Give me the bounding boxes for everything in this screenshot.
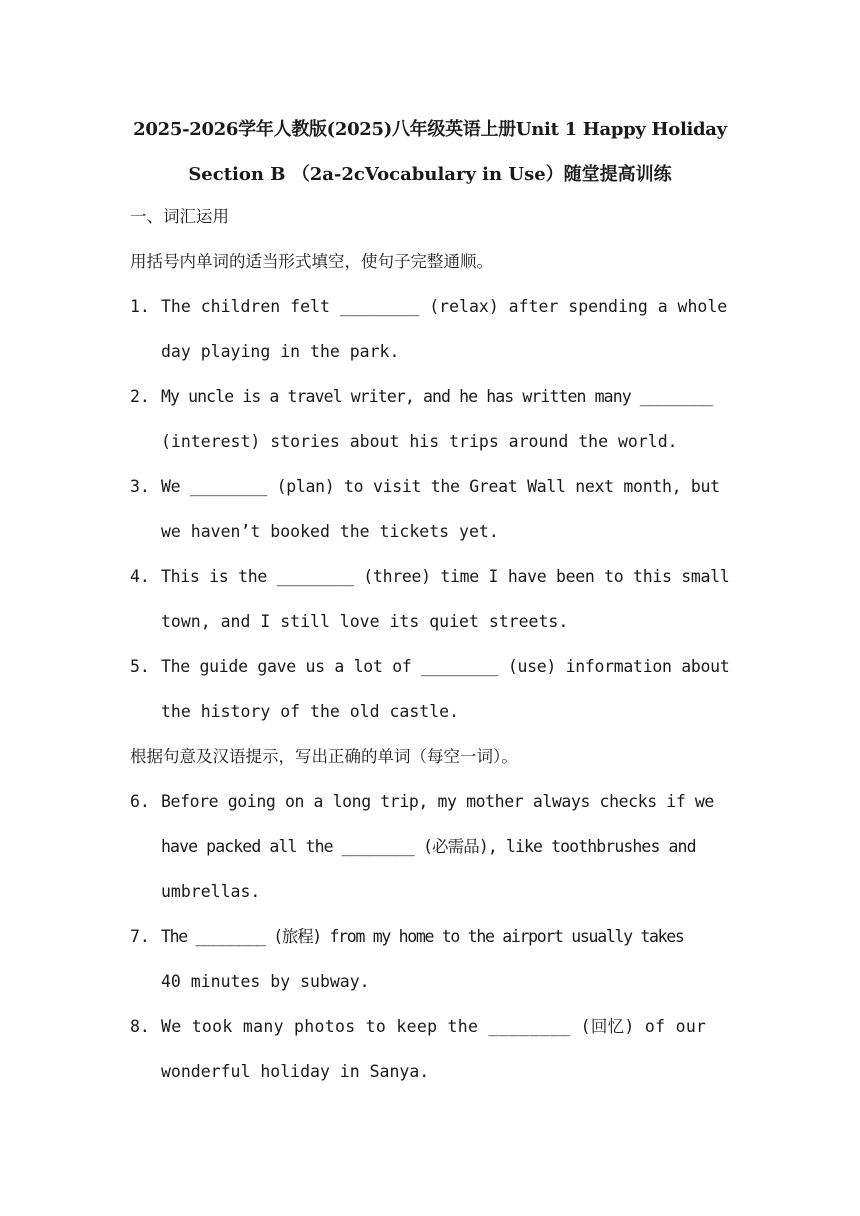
question-text: The ________ (旅程) from my home to the airport usually takes (161, 927, 684, 946)
question-text: We took many photos to keep the ________ (回忆) of our (161, 1017, 707, 1036)
question-number: 4. (130, 567, 150, 586)
instruction-1: 用括号内单词的适当形式填空，使句子完整通顺。 (130, 252, 493, 271)
question-number: 3. (130, 477, 150, 496)
question-text-cont: the history of the old castle. (161, 702, 460, 721)
question-number: 7. (130, 927, 150, 946)
question-text-cont: have packed all the ________ (必需品), like toothbrushes and (161, 837, 696, 856)
question-number: 8. (130, 1017, 150, 1036)
question-number: 5. (130, 657, 150, 676)
question-text-cont: umbrellas. (161, 882, 261, 901)
question-text: The children felt ________ (relax) after spending a whole (161, 297, 728, 316)
document-title-line2: Section B （2a-2cVocabulary in Use）随堂提高训练 (188, 164, 672, 185)
question-text-cont: wonderful holiday in Sanya. (161, 1062, 430, 1081)
document-title-line1: 2025-2026学年人教版(2025)八年级英语上册Unit 1 Happy Holiday (133, 119, 727, 140)
question-number: 1. (130, 297, 150, 316)
question-text-cont: we haven’t booked the tickets yet. (161, 522, 499, 541)
question-text: This is the ________ (three) time I have been to this small (161, 567, 730, 586)
question-text: We ________ (plan) to visit the Great Wall next month, but (161, 477, 720, 496)
question-text: My uncle is a travel writer, and he has written many ________ (161, 387, 713, 406)
question-text: Before going on a long trip, my mother always checks if we (161, 792, 714, 811)
question-text: The guide gave us a lot of ________ (use) information about (161, 657, 730, 676)
question-number: 6. (130, 792, 150, 811)
question-number: 2. (130, 387, 150, 406)
question-text-cont: (interest) stories about his trips around the world. (161, 432, 678, 451)
question-text-cont: 40 minutes by subway. (161, 972, 370, 991)
question-text-cont: town, and I still love its quiet streets. (161, 612, 569, 631)
question-text-cont: day playing in the park. (161, 342, 400, 361)
instruction-2: 根据句意及汉语提示，写出正确的单词（每空一词）。 (130, 747, 518, 766)
section-heading: 一、词汇运用 (130, 207, 229, 226)
